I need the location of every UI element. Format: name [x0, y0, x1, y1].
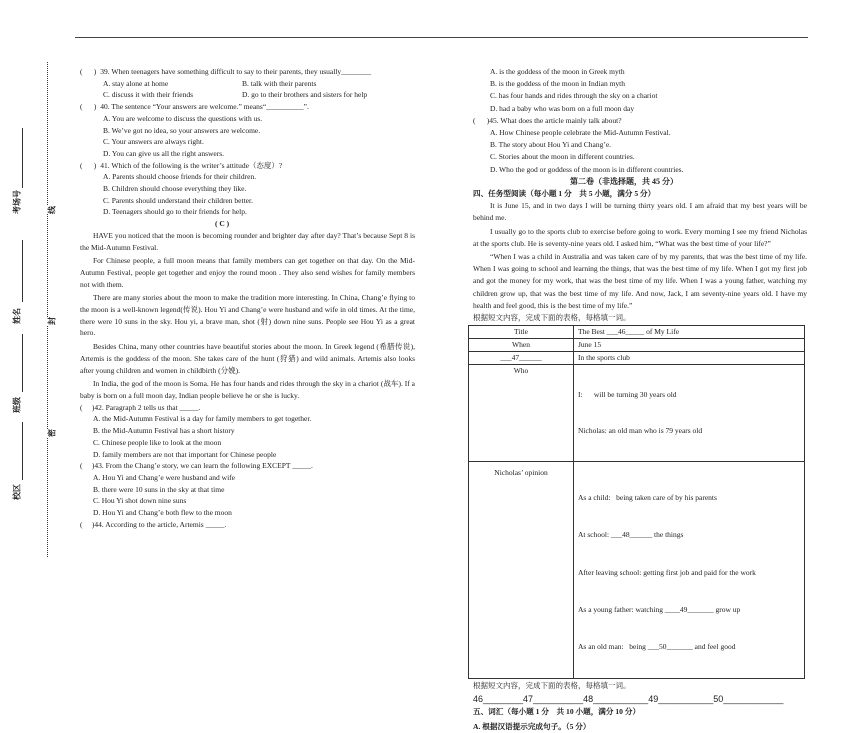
option-c: C. Your answers are always right.: [103, 137, 204, 147]
name-blank: [22, 240, 23, 302]
option-c: C. Stories about the moon in different countries.: [490, 152, 635, 162]
option-b: B. the Mid-Autumn Festival has a short history: [93, 426, 235, 436]
question-stem: [80, 101, 415, 113]
passage-paragraph: I usually go to the sports club to exercise before going to work. Every morning I see my friend Nicholas at the sports club. He is seventy-nine years old. I asked him, “What was the best time of your life?”: [473, 226, 807, 248]
question-text: 39. When teenagers have something difficult to say to their parents, they usually________: [100, 67, 372, 76]
campus-blank: [22, 422, 23, 480]
cell-line: June 15: [578, 340, 602, 350]
cell-line: Nicholas: an old man who is 79 years old: [578, 426, 703, 436]
task-reading-passage: [473, 200, 807, 312]
question-39: [80, 66, 415, 101]
seal-mark-secret: 密: [47, 429, 57, 437]
question-stem: [80, 402, 415, 414]
option-d: D. You can give us all the right answers.: [103, 148, 225, 158]
question-45: [473, 115, 807, 176]
cell-line: As an old man: being ___50_______ and feel good: [578, 641, 736, 651]
question-text: 45. What does the article mainly talk about?: [489, 115, 622, 125]
question-text: 44. According to the article, Artemis _____.: [94, 519, 227, 529]
option-a: A. How Chinese people celebrate the Mid-Autumn Festival.: [490, 128, 671, 138]
option-row: [80, 78, 415, 90]
option-d: D. family members are not that important for Chinese people: [93, 449, 277, 459]
task-table: [468, 325, 805, 679]
header-rule: [75, 37, 808, 38]
part-two-title: 第二卷（非选择题，共 45 分）: [570, 176, 678, 186]
option-a: A. is the goddess of the moon in Greek myth: [490, 67, 625, 76]
table-instruction: 根据短文内容，完成下面的表格，每格填一词。: [473, 313, 631, 323]
answer-blanks: 46________47__________48___________49___________50____________: [473, 694, 784, 705]
option-c: C. Hou Yi shot down nine suns: [93, 496, 187, 506]
row-label: Who: [469, 365, 574, 462]
question-stem: [80, 519, 415, 531]
passage-paragraph: “When I was a child in Australia and was taken care of by my parents, that was the best time of my life. When I was going to school and learning the things, that was the best time of my life. When I got my first job and got the money for my work, that was the best time of my life. When I was a young father, watching my children grow up, that was the best time of my life. And now, Jack, I am seventy-nine years old. I have my health and feel good, this is the best time of my life.”: [473, 252, 807, 310]
option-b: B. The story about Hou Yi and Chang’e.: [490, 140, 612, 150]
seal-mark-line: 线: [47, 206, 57, 214]
question-stem: [80, 160, 415, 172]
cell-line: I: will be turning 30 years old: [578, 390, 677, 400]
table-row: [469, 462, 805, 679]
row-label: Title: [469, 326, 574, 339]
question-44-stem: [80, 519, 415, 531]
question-text: 43. From the Chang’e story, we can learn the following EXCEPT _____.: [94, 461, 313, 471]
option-d: D. had a baby who was born on a full moon day: [490, 103, 635, 113]
question-stem: [473, 115, 807, 127]
option-c: C. Parents should understand their children better.: [103, 195, 253, 205]
question-41: [80, 160, 415, 219]
question-text: 41. Which of the following is the writer’s attitude（态度）?: [100, 160, 283, 170]
section-five-sub-a: A. 根据汉语提示完成句子。（5 分）: [473, 721, 591, 731]
question-43: [80, 460, 415, 519]
row-label: Nicholas’ opinion: [469, 462, 574, 679]
passage-paragraph: It is June 15, and in two days I will be turning thirty years old. I am afraid that my best years will be behind me.: [473, 201, 807, 223]
cell-line: At school: ___48______ the things: [578, 530, 684, 540]
passage-paragraph: There are many stories about the moon to make the tradition more interesting. In China, Chang’e flying to the moon is a well-known legend(传说). Hou Yi and Chang’e were husband and wife in old times. At the time, there were 10 suns in the sky. Hou yi, a brave man, shot (射) down nine suns. People see Hou Yi as a great hero.: [80, 293, 415, 338]
question-44-options: [473, 66, 807, 115]
right-column: [473, 66, 807, 733]
option-d: D. go to their brothers and sisters for help: [242, 90, 368, 100]
option-a: A. stay alone at home: [103, 78, 169, 88]
answer-bracket: ( ): [473, 115, 490, 125]
option-a: A. You are welcome to discuss the questions with us.: [103, 113, 263, 123]
section-five-heading: 五、词汇（每小题 1 分 共 10 小题，满分 10 分）: [473, 707, 641, 717]
left-column: [80, 66, 415, 530]
passage-paragraph: For Chinese people, a full moon means that family members can get together on that day. On the Mid-Autumn Festival, people get together and enjoy the round moon . They also send wishes for family members not with them.: [80, 256, 415, 289]
option-d: D. Hou Yi and Chang’e both flew to the moon: [93, 508, 232, 518]
passage-c-label: ( C ): [215, 219, 230, 229]
row-content: [574, 352, 805, 365]
cell-line: As a child: being taken care of by his parents: [578, 493, 717, 503]
seal-mark-seal: 封: [47, 317, 57, 325]
exam-room-blank: [22, 128, 23, 188]
table-row: [469, 339, 805, 352]
cell-line: As a young father: watching ____49_______ grow up: [578, 604, 741, 614]
cell-line: The Best ___46_____ of My Life: [578, 327, 680, 337]
table-row: [469, 352, 805, 365]
option-b: B. talk with their parents: [242, 78, 317, 88]
row-content: [574, 339, 805, 352]
answer-bracket: ( ): [80, 67, 97, 76]
passage-paragraph: Besides China, many other countries have beautiful stories about the moon. In Greek legend (希腊传说), Artemis is the goddess of the moon. She takes care of the hunt (狩猎) and wild animals. Artemis also looks after young children and women in childbirth (分娩).: [80, 342, 415, 375]
binding-dotted-line: [47, 62, 48, 557]
option-b: B. We’ve got no idea, so your answers are welcome.: [103, 125, 261, 135]
option-c: C. discuss it with their friends: [103, 90, 193, 100]
class-label: 班级: [12, 397, 22, 413]
table-row: [469, 326, 805, 339]
answer-bracket: ( ): [80, 519, 95, 529]
question-42: [80, 402, 415, 461]
option-a: A. the Mid-Autumn Festival is a day for family members to get together.: [93, 414, 312, 424]
row-label: ___47______: [469, 352, 574, 365]
answer-instruction: 根据短文内容，完成下面的表格，每格填一词。: [473, 681, 631, 691]
option-c: C. Chinese people like to look at the moon: [93, 437, 222, 447]
option-b: B. Children should choose everything they like.: [103, 184, 247, 194]
row-content: [574, 365, 805, 462]
question-stem: [80, 66, 415, 78]
row-content: [574, 326, 805, 339]
answer-bracket: ( ): [80, 402, 95, 412]
question-text: 40. The sentence “Your answers are welcome.” means“__________”.: [100, 102, 309, 112]
question-text: 42. Paragraph 2 tells us that _____.: [94, 402, 201, 412]
name-label: 姓名: [12, 308, 22, 324]
class-blank: [22, 334, 23, 392]
option-d: D. Teenagers should go to their friends for help.: [103, 207, 247, 217]
cell-line: In the sports club: [578, 353, 630, 363]
row-content: [574, 462, 805, 679]
cell-line: After leaving school: getting first job and paid for the work: [578, 567, 756, 577]
option-row: [80, 89, 415, 101]
answer-bracket: ( ): [80, 461, 95, 471]
passage-paragraph: In India, the god of the moon is Soma. He has four hands and rides through the sky in a chariot (战车). If a baby is born on a full moon day, Indian people believe he or she is lucky.: [80, 379, 415, 400]
table-row: [469, 365, 805, 462]
option-d: D. Who the god or goddess of the moon is in different countries.: [490, 164, 684, 174]
option-a: A. Parents should choose friends for their children.: [103, 172, 257, 182]
option-b: B. there were 10 suns in the sky at that time: [93, 484, 225, 494]
section-four-heading: 四、任务型阅读（每小题 1 分 共 5 小题，满分 5 分）: [473, 189, 656, 199]
row-label: When: [469, 339, 574, 352]
question-stem: [80, 460, 415, 472]
option-b: B. is the goddess of the moon in Indian myth: [490, 79, 625, 89]
passage-paragraph: HAVE you noticed that the moon is becoming rounder and brighter day after day? That’s because Sept 8 is the Mid-Autumn Festival.: [80, 230, 415, 252]
campus-label: 校区: [12, 484, 22, 500]
answer-bracket: ( ): [80, 160, 97, 170]
option-c: C. has four hands and rides through the sky on a chariot: [490, 91, 658, 101]
option-a: A. Hou Yi and Chang’e were husband and wife: [93, 472, 235, 482]
answer-bracket: ( ): [80, 102, 97, 112]
passage-c: [80, 230, 415, 402]
exam-room-label: 考场号: [12, 190, 22, 214]
question-40: [80, 101, 415, 160]
